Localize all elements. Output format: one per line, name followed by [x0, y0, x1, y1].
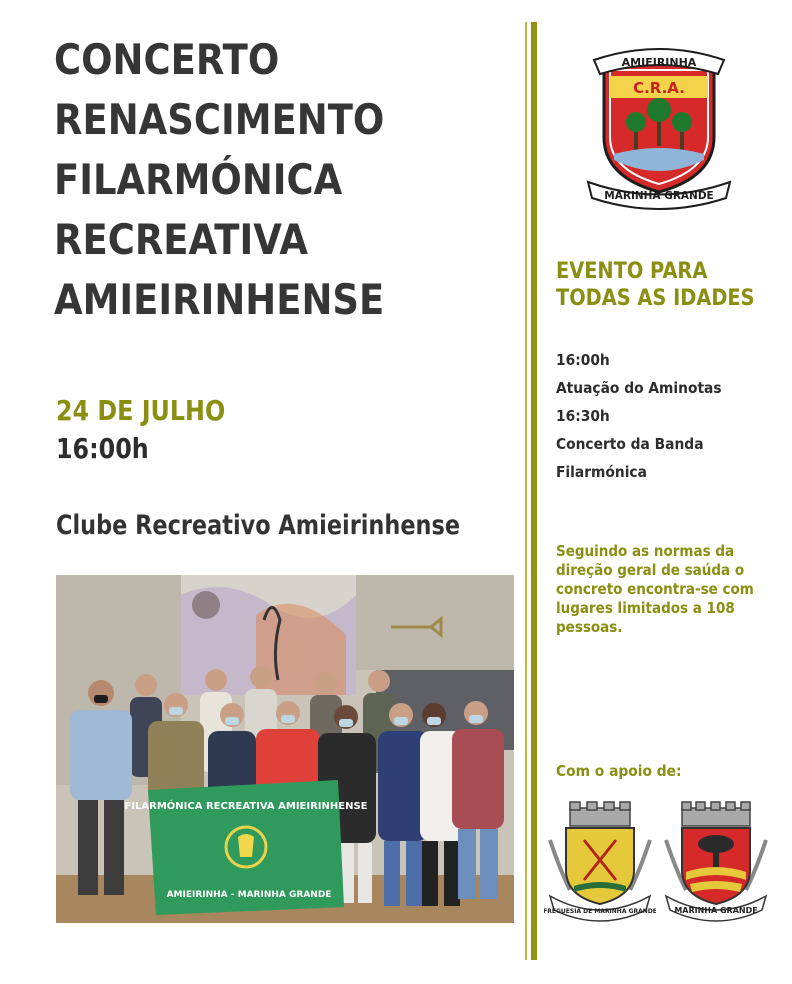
divider-line-thick — [531, 22, 537, 960]
event-date: 24 DE JULHO — [56, 394, 226, 427]
schedule-line: 16:00h — [556, 351, 610, 369]
parish-crest — [544, 800, 656, 922]
banner-line-1: FILARMÓNICA RECREATIVA AMIEIRINHENSE — [124, 801, 368, 812]
event-title — [54, 30, 468, 330]
event-time: 16:00h — [56, 432, 149, 465]
municipality-crest — [660, 800, 772, 922]
notice-line: direção geral de saúda o — [556, 561, 745, 579]
municipality-name: MARINHA GRANDE — [674, 906, 758, 915]
notice-line: concreto encontra-se com — [556, 580, 754, 598]
schedule-line: Concerto da Banda — [556, 435, 704, 453]
event-venue: Clube Recreativo Amieirinhense — [56, 510, 461, 541]
notice-line: pessoas. — [556, 618, 623, 636]
support-label: Com o apoio de: — [556, 762, 682, 780]
group-photo — [56, 575, 514, 923]
schedule-line: Filarmónica — [556, 463, 647, 481]
schedule-line: Atuação do Aminotas — [556, 379, 722, 397]
divider-line-thin — [525, 22, 527, 960]
health-notice — [556, 542, 776, 637]
title-line: FILARMÓNICA — [54, 155, 343, 204]
logo-initials: C.R.A. — [633, 79, 685, 97]
title-line: RENASCIMENTO — [54, 95, 385, 144]
notice-line: Seguindo as normas da — [556, 542, 735, 560]
title-line: AMIEIRINHENSE — [54, 275, 385, 324]
parish-name: FREGUESIA DE MARINHA GRANDE — [544, 908, 656, 915]
event-schedule — [556, 346, 736, 486]
title-line: CONCERTO — [54, 35, 280, 84]
banner-line-2: AMIEIRINHA - MARINHA GRANDE — [166, 890, 332, 900]
notice-line: lugares limitados a 108 — [556, 599, 735, 617]
heading-line: TODAS AS IDADES — [556, 286, 755, 311]
club-logo — [584, 42, 734, 210]
schedule-line: 16:30h — [556, 407, 610, 425]
title-line: RECREATIVA — [54, 215, 308, 264]
heading-line: EVENTO PARA — [556, 259, 708, 284]
logo-top-ribbon: AMIEIRINHA — [621, 56, 697, 69]
logo-bottom-ribbon: MARINHA GRANDE — [604, 190, 714, 202]
event-audience-heading — [556, 258, 755, 312]
